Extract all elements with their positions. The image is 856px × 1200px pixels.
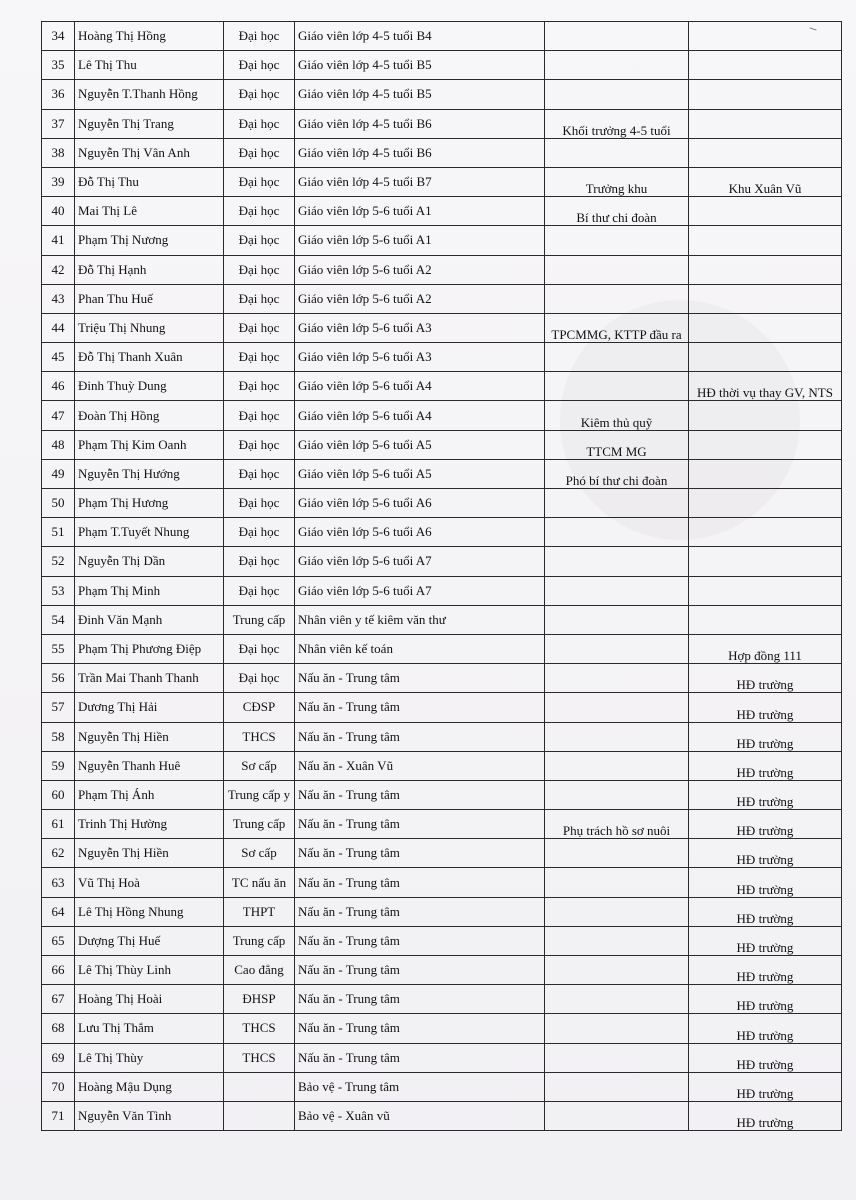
job-position-cell: Bảo vệ - Xuân vũ — [295, 1101, 545, 1130]
note-cell — [689, 547, 842, 576]
staff-name-cell: Triệu Thị Nhung — [75, 313, 224, 342]
qualification-cell: ĐHSP — [224, 985, 295, 1014]
row-number-cell: 46 — [42, 372, 75, 401]
staff-name-cell: Hoàng Mậu Dụng — [75, 1072, 224, 1101]
row-number-cell: 38 — [42, 138, 75, 167]
table-row — [42, 1043, 842, 1072]
staff-name-cell: Nguyễn Thị Hướng — [75, 459, 224, 488]
row-number-cell: 55 — [42, 634, 75, 663]
row-number-cell: 34 — [42, 22, 75, 51]
job-position-cell: Nấu ăn - Trung tâm — [295, 868, 545, 897]
additional-role-cell — [545, 664, 689, 693]
staff-name-cell: Đỗ Thị Hạnh — [75, 255, 224, 284]
table-row — [42, 664, 842, 693]
qualification-cell: Đại học — [224, 284, 295, 313]
row-number-cell: 62 — [42, 839, 75, 868]
qualification-cell: Trung cấp — [224, 810, 295, 839]
row-number-cell: 41 — [42, 226, 75, 255]
job-position-cell: Giáo viên lớp 4-5 tuổi B5 — [295, 51, 545, 80]
table-row — [42, 489, 842, 518]
staff-name-cell: Dương Thị Hải — [75, 693, 224, 722]
table-row — [42, 518, 842, 547]
job-position-cell: Nấu ăn - Trung tâm — [295, 926, 545, 955]
staff-name-cell: Vũ Thị Hoà — [75, 868, 224, 897]
job-position-cell: Nấu ăn - Trung tâm — [295, 897, 545, 926]
row-number-cell: 43 — [42, 284, 75, 313]
row-number-cell: 71 — [42, 1101, 75, 1130]
qualification-cell: Đại học — [224, 51, 295, 80]
note-cell: HĐ trường — [689, 1014, 842, 1043]
job-position-cell: Giáo viên lớp 5-6 tuổi A3 — [295, 313, 545, 342]
note-cell: HĐ trường — [689, 897, 842, 926]
staff-name-cell: Nguyễn Văn Tình — [75, 1101, 224, 1130]
qualification-cell: Đại học — [224, 167, 295, 196]
staff-name-cell: Phạm Thị Nương — [75, 226, 224, 255]
staff-name-cell: Dượng Thị Huế — [75, 926, 224, 955]
job-position-cell: Nấu ăn - Trung tâm — [295, 1014, 545, 1043]
note-cell — [689, 401, 842, 430]
note-cell: HĐ trường — [689, 693, 842, 722]
additional-role-cell — [545, 722, 689, 751]
staff-name-cell: Hoàng Thị Hoài — [75, 985, 224, 1014]
additional-role-cell — [545, 693, 689, 722]
qualification-cell: Đại học — [224, 313, 295, 342]
qualification-cell — [224, 1101, 295, 1130]
additional-role-cell — [545, 138, 689, 167]
job-position-cell: Nấu ăn - Trung tâm — [295, 985, 545, 1014]
staff-name-cell: Nguyễn T.Thanh Hồng — [75, 80, 224, 109]
job-position-cell: Giáo viên lớp 5-6 tuổi A5 — [295, 459, 545, 488]
job-position-cell: Nấu ăn - Xuân Vũ — [295, 751, 545, 780]
note-cell — [689, 284, 842, 313]
staff-name-cell: Trần Mai Thanh Thanh — [75, 664, 224, 693]
note-cell: HĐ trường — [689, 664, 842, 693]
additional-role-cell — [545, 489, 689, 518]
table-row — [42, 80, 842, 109]
staff-name-cell: Phạm Thị Kim Oanh — [75, 430, 224, 459]
additional-role-cell — [545, 1014, 689, 1043]
note-cell — [689, 255, 842, 284]
staff-name-cell: Phạm T.Tuyết Nhung — [75, 518, 224, 547]
additional-role-cell — [545, 22, 689, 51]
table-row — [42, 138, 842, 167]
additional-role-cell: TTCM MG — [545, 430, 689, 459]
job-position-cell: Nấu ăn - Trung tâm — [295, 722, 545, 751]
table-row — [42, 985, 842, 1014]
staff-name-cell: Đoàn Thị Hồng — [75, 401, 224, 430]
note-cell: Hợp đồng 111 — [689, 634, 842, 663]
staff-name-cell: Nguyễn Thị Trang — [75, 109, 224, 138]
row-number-cell: 52 — [42, 547, 75, 576]
additional-role-cell — [545, 518, 689, 547]
note-cell: HĐ trường — [689, 722, 842, 751]
qualification-cell: Đại học — [224, 80, 295, 109]
row-number-cell: 65 — [42, 926, 75, 955]
table-row — [42, 167, 842, 196]
table-row — [42, 313, 842, 342]
row-number-cell: 70 — [42, 1072, 75, 1101]
job-position-cell: Nấu ăn - Trung tâm — [295, 839, 545, 868]
additional-role-cell — [545, 284, 689, 313]
table-row — [42, 255, 842, 284]
additional-role-cell: Phó bí thư chi đoàn — [545, 459, 689, 488]
job-position-cell: Giáo viên lớp 4-5 tuổi B4 — [295, 22, 545, 51]
table-row — [42, 751, 842, 780]
additional-role-cell — [545, 51, 689, 80]
additional-role-cell — [545, 343, 689, 372]
staff-name-cell: Phạm Thị Phương Điệp — [75, 634, 224, 663]
qualification-cell: CĐSP — [224, 693, 295, 722]
additional-role-cell — [545, 226, 689, 255]
table-row — [42, 722, 842, 751]
row-number-cell: 63 — [42, 868, 75, 897]
row-number-cell: 57 — [42, 693, 75, 722]
staff-name-cell: Trinh Thị Hường — [75, 810, 224, 839]
row-number-cell: 56 — [42, 664, 75, 693]
note-cell — [689, 22, 842, 51]
additional-role-cell — [545, 634, 689, 663]
table-row — [42, 576, 842, 605]
table-row — [42, 810, 842, 839]
row-number-cell: 60 — [42, 780, 75, 809]
row-number-cell: 36 — [42, 80, 75, 109]
staff-name-cell: Phạm Thị Hương — [75, 489, 224, 518]
note-cell — [689, 518, 842, 547]
additional-role-cell — [545, 868, 689, 897]
qualification-cell: Đại học — [224, 138, 295, 167]
qualification-cell: Đại học — [224, 547, 295, 576]
note-cell — [689, 605, 842, 634]
additional-role-cell: Bí thư chi đoàn — [545, 197, 689, 226]
staff-name-cell: Phạm Thị Ánh — [75, 780, 224, 809]
staff-name-cell: Hoàng Thị Hồng — [75, 22, 224, 51]
staff-table-body — [42, 22, 842, 1131]
table-row — [42, 109, 842, 138]
row-number-cell: 37 — [42, 109, 75, 138]
additional-role-cell — [545, 751, 689, 780]
row-number-cell: 45 — [42, 343, 75, 372]
staff-name-cell: Đỗ Thị Thu — [75, 167, 224, 196]
staff-name-cell: Lê Thị Hồng Nhung — [75, 897, 224, 926]
job-position-cell: Nhân viên kế toán — [295, 634, 545, 663]
qualification-cell: Đại học — [224, 634, 295, 663]
table-row — [42, 839, 842, 868]
qualification-cell: Đại học — [224, 664, 295, 693]
job-position-cell: Giáo viên lớp 5-6 tuổi A1 — [295, 226, 545, 255]
additional-role-cell: TPCMMG, KTTP đầu ra — [545, 313, 689, 342]
additional-role-cell — [545, 985, 689, 1014]
job-position-cell: Bảo vệ - Trung tâm — [295, 1072, 545, 1101]
row-number-cell: 42 — [42, 255, 75, 284]
additional-role-cell — [545, 80, 689, 109]
note-cell: HĐ trường — [689, 780, 842, 809]
row-number-cell: 66 — [42, 956, 75, 985]
qualification-cell: Đại học — [224, 197, 295, 226]
row-number-cell: 53 — [42, 576, 75, 605]
table-row — [42, 51, 842, 80]
additional-role-cell — [545, 1043, 689, 1072]
row-number-cell: 54 — [42, 605, 75, 634]
job-position-cell: Giáo viên lớp 5-6 tuổi A7 — [295, 576, 545, 605]
job-position-cell: Giáo viên lớp 5-6 tuổi A6 — [295, 518, 545, 547]
note-cell — [689, 51, 842, 80]
staff-name-cell: Nguyễn Thị Dần — [75, 547, 224, 576]
additional-role-cell — [545, 372, 689, 401]
staff-name-cell: Nguyễn Thị Hiền — [75, 839, 224, 868]
staff-name-cell: Đỗ Thị Thanh Xuân — [75, 343, 224, 372]
note-cell: HĐ trường — [689, 1043, 842, 1072]
qualification-cell: Trung cấp — [224, 926, 295, 955]
table-row — [42, 693, 842, 722]
job-position-cell: Giáo viên lớp 4-5 tuổi B5 — [295, 80, 545, 109]
job-position-cell: Nhân viên y tế kiêm văn thư — [295, 605, 545, 634]
staff-name-cell: Lưu Thị Thắm — [75, 1014, 224, 1043]
note-cell: HĐ trường — [689, 868, 842, 897]
table-row — [42, 956, 842, 985]
job-position-cell: Nấu ăn - Trung tâm — [295, 1043, 545, 1072]
row-number-cell: 35 — [42, 51, 75, 80]
table-row — [42, 430, 842, 459]
qualification-cell: Đại học — [224, 430, 295, 459]
note-cell: Khu Xuân Vũ — [689, 167, 842, 196]
staff-name-cell: Nguyễn Thanh Huê — [75, 751, 224, 780]
additional-role-cell — [545, 897, 689, 926]
note-cell: HĐ trường — [689, 751, 842, 780]
table-row — [42, 780, 842, 809]
staff-name-cell: Nguyễn Thị Vân Anh — [75, 138, 224, 167]
job-position-cell: Nấu ăn - Trung tâm — [295, 693, 545, 722]
note-cell — [689, 343, 842, 372]
job-position-cell: Nấu ăn - Trung tâm — [295, 956, 545, 985]
additional-role-cell: Trưởng khu — [545, 167, 689, 196]
job-position-cell: Giáo viên lớp 5-6 tuổi A6 — [295, 489, 545, 518]
qualification-cell: Trung cấp — [224, 605, 295, 634]
note-cell — [689, 576, 842, 605]
job-position-cell: Nấu ăn - Trung tâm — [295, 810, 545, 839]
job-position-cell: Nấu ăn - Trung tâm — [295, 664, 545, 693]
note-cell — [689, 138, 842, 167]
table-row — [42, 22, 842, 51]
ink-smudge-mark: ⁻ — [804, 20, 820, 43]
row-number-cell: 47 — [42, 401, 75, 430]
qualification-cell: Đại học — [224, 459, 295, 488]
note-cell: HĐ trường — [689, 956, 842, 985]
staff-name-cell: Lê Thị Thu — [75, 51, 224, 80]
table-row — [42, 868, 842, 897]
staff-name-cell: Đinh Thuỳ Dung — [75, 372, 224, 401]
additional-role-cell — [545, 780, 689, 809]
note-cell — [689, 489, 842, 518]
table-row — [42, 1072, 842, 1101]
qualification-cell: Sơ cấp — [224, 751, 295, 780]
note-cell — [689, 313, 842, 342]
qualification-cell: Đại học — [224, 576, 295, 605]
qualification-cell: THPT — [224, 897, 295, 926]
additional-role-cell — [545, 839, 689, 868]
table-row — [42, 459, 842, 488]
additional-role-cell: Kiêm thủ quỹ — [545, 401, 689, 430]
note-cell — [689, 109, 842, 138]
row-number-cell: 40 — [42, 197, 75, 226]
qualification-cell: THCS — [224, 722, 295, 751]
row-number-cell: 39 — [42, 167, 75, 196]
additional-role-cell — [545, 926, 689, 955]
qualification-cell: THCS — [224, 1014, 295, 1043]
staff-name-cell: Đinh Văn Mạnh — [75, 605, 224, 634]
qualification-cell: TC nấu ăn — [224, 868, 295, 897]
qualification-cell: Cao đẳng — [224, 956, 295, 985]
qualification-cell: Đại học — [224, 226, 295, 255]
staff-name-cell: Lê Thị Thùy — [75, 1043, 224, 1072]
note-cell: HĐ trường — [689, 810, 842, 839]
table-row — [42, 372, 842, 401]
table-row — [42, 634, 842, 663]
row-number-cell: 68 — [42, 1014, 75, 1043]
table-row — [42, 897, 842, 926]
qualification-cell: Đại học — [224, 22, 295, 51]
row-number-cell: 67 — [42, 985, 75, 1014]
staff-name-cell: Phạm Thị Minh — [75, 576, 224, 605]
note-cell — [689, 459, 842, 488]
note-cell: HĐ thời vụ thay GV, NTS — [689, 372, 842, 401]
job-position-cell: Giáo viên lớp 5-6 tuổi A4 — [295, 401, 545, 430]
job-position-cell: Giáo viên lớp 4-5 tuổi B7 — [295, 167, 545, 196]
staff-table — [41, 21, 842, 1131]
table-row — [42, 197, 842, 226]
note-cell — [689, 80, 842, 109]
job-position-cell: Nấu ăn - Trung tâm — [295, 780, 545, 809]
qualification-cell: Đại học — [224, 343, 295, 372]
qualification-cell: Đại học — [224, 518, 295, 547]
row-number-cell: 49 — [42, 459, 75, 488]
row-number-cell: 51 — [42, 518, 75, 547]
table-row — [42, 226, 842, 255]
staff-name-cell: Mai Thị Lê — [75, 197, 224, 226]
note-cell — [689, 197, 842, 226]
qualification-cell: Đại học — [224, 489, 295, 518]
row-number-cell: 64 — [42, 897, 75, 926]
job-position-cell: Giáo viên lớp 5-6 tuổi A2 — [295, 255, 545, 284]
additional-role-cell — [545, 956, 689, 985]
qualification-cell: Đại học — [224, 401, 295, 430]
table-row — [42, 547, 842, 576]
additional-role-cell — [545, 547, 689, 576]
note-cell: HĐ trường — [689, 926, 842, 955]
table-row — [42, 284, 842, 313]
note-cell: HĐ trường — [689, 1072, 842, 1101]
qualification-cell: Đại học — [224, 255, 295, 284]
job-position-cell: Giáo viên lớp 4-5 tuổi B6 — [295, 138, 545, 167]
additional-role-cell: Khối trưởng 4-5 tuổi — [545, 109, 689, 138]
job-position-cell: Giáo viên lớp 5-6 tuổi A5 — [295, 430, 545, 459]
table-row — [42, 926, 842, 955]
qualification-cell: THCS — [224, 1043, 295, 1072]
row-number-cell: 44 — [42, 313, 75, 342]
row-number-cell: 61 — [42, 810, 75, 839]
table-row — [42, 401, 842, 430]
note-cell: HĐ trường — [689, 1101, 842, 1130]
additional-role-cell — [545, 605, 689, 634]
qualification-cell: Đại học — [224, 372, 295, 401]
job-position-cell: Giáo viên lớp 4-5 tuổi B6 — [295, 109, 545, 138]
table-row — [42, 605, 842, 634]
note-cell — [689, 430, 842, 459]
note-cell: HĐ trường — [689, 839, 842, 868]
job-position-cell: Giáo viên lớp 5-6 tuổi A3 — [295, 343, 545, 372]
qualification-cell — [224, 1072, 295, 1101]
row-number-cell: 48 — [42, 430, 75, 459]
additional-role-cell — [545, 1072, 689, 1101]
row-number-cell: 69 — [42, 1043, 75, 1072]
row-number-cell: 58 — [42, 722, 75, 751]
table-row — [42, 1101, 842, 1130]
staff-name-cell: Nguyễn Thị Hiền — [75, 722, 224, 751]
job-position-cell: Giáo viên lớp 5-6 tuổi A1 — [295, 197, 545, 226]
qualification-cell: Trung cấp y — [224, 780, 295, 809]
table-row — [42, 343, 842, 372]
note-cell — [689, 226, 842, 255]
qualification-cell: Sơ cấp — [224, 839, 295, 868]
additional-role-cell — [545, 576, 689, 605]
staff-name-cell: Phan Thu Huế — [75, 284, 224, 313]
job-position-cell: Giáo viên lớp 5-6 tuổi A7 — [295, 547, 545, 576]
qualification-cell: Đại học — [224, 109, 295, 138]
additional-role-cell — [545, 255, 689, 284]
staff-name-cell: Lê Thị Thùy Linh — [75, 956, 224, 985]
additional-role-cell: Phụ trách hồ sơ nuôi — [545, 810, 689, 839]
job-position-cell: Giáo viên lớp 5-6 tuổi A4 — [295, 372, 545, 401]
job-position-cell: Giáo viên lớp 5-6 tuổi A2 — [295, 284, 545, 313]
row-number-cell: 50 — [42, 489, 75, 518]
row-number-cell: 59 — [42, 751, 75, 780]
table-row — [42, 1014, 842, 1043]
note-cell: HĐ trường — [689, 985, 842, 1014]
additional-role-cell — [545, 1101, 689, 1130]
